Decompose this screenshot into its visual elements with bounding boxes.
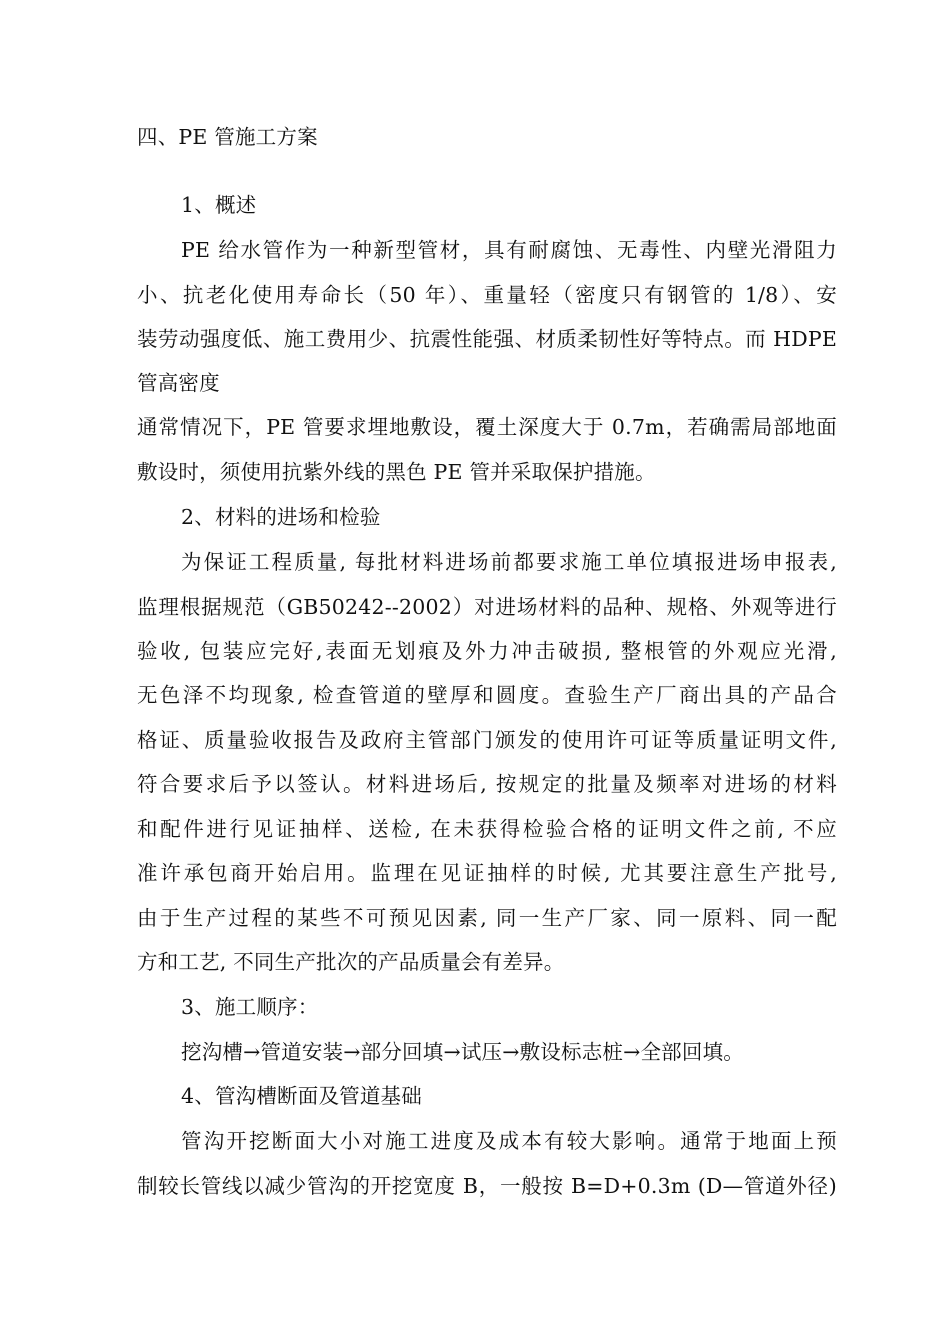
heading-trench: 4、管沟槽断面及管道基础	[181, 1084, 422, 1108]
paragraph-line: 挖沟槽→管道安装→部分回填→试压→敷设标志桩→全部回填。	[181, 1040, 744, 1064]
paragraph-line: 无色泽不均现象, 检查管道的壁厚和圆度。查验生产厂商出具的产品合	[137, 683, 837, 707]
section-title: 四、PE 管施工方案	[137, 125, 318, 149]
paragraph-line: 由于生产过程的某些不可预见因素, 同一生产厂家、同一原料、同一配	[137, 906, 837, 930]
paragraph-line: 通常情况下，PE 管要求埋地敷设，覆土深度大于 0.7m，若确需局部地面	[137, 415, 837, 439]
paragraph-line: 装劳动强度低、施工费用少、抗震性能强、材质柔韧性好等特点。而 HDPE	[137, 327, 837, 351]
paragraph-line: 监理根据规范（GB50242--2002）对进场材料的品种、规格、外观等进行	[137, 595, 837, 619]
paragraph-line: 敷设时，须使用抗紫外线的黑色 PE 管并采取保护措施。	[137, 460, 656, 484]
paragraph-line: 小、抗老化使用寿命长（50 年）、重量轻（密度只有钢管的 1/8）、安	[137, 283, 837, 307]
paragraph-line: 为保证工程质量, 每批材料进场前都要求施工单位填报进场申报表,	[181, 550, 837, 574]
paragraph-line: PE 给水管作为一种新型管材，具有耐腐蚀、无毒性、内壁光滑阻力	[181, 238, 837, 262]
heading-overview: 1、概述	[181, 193, 257, 217]
paragraph-line: 格证、质量验收报告及政府主管部门颁发的使用许可证等质量证明文件,	[137, 728, 837, 752]
heading-sequence: 3、施工顺序：	[181, 995, 319, 1019]
paragraph-line: 管沟开挖断面大小对施工进度及成本有较大影响。通常于地面上预	[181, 1129, 837, 1153]
paragraph-line: 验收, 包装应完好,表面无划痕及外力冲击破损, 整根管的外观应光滑,	[137, 639, 837, 663]
paragraph-line: 和配件进行见证抽样、送检, 在未获得检验合格的证明文件之前, 不应	[137, 817, 837, 841]
paragraph-line: 制较长管线以减少管沟的开挖宽度 B，一般按 B=D+0.3m (D—管道外径)	[137, 1174, 837, 1198]
paragraph-line: 管高密度	[137, 371, 220, 395]
paragraph-line: 准许承包商开始启用。监理在见证抽样的时候, 尤其要注意生产批号,	[137, 861, 837, 885]
heading-materials: 2、材料的进场和检验	[181, 505, 381, 529]
paragraph-line: 方和工艺, 不同生产批次的产品质量会有差异。	[137, 950, 565, 974]
paragraph-line: 符合要求后予以签认。材料进场后, 按规定的批量及频率对进场的材料	[137, 772, 837, 796]
